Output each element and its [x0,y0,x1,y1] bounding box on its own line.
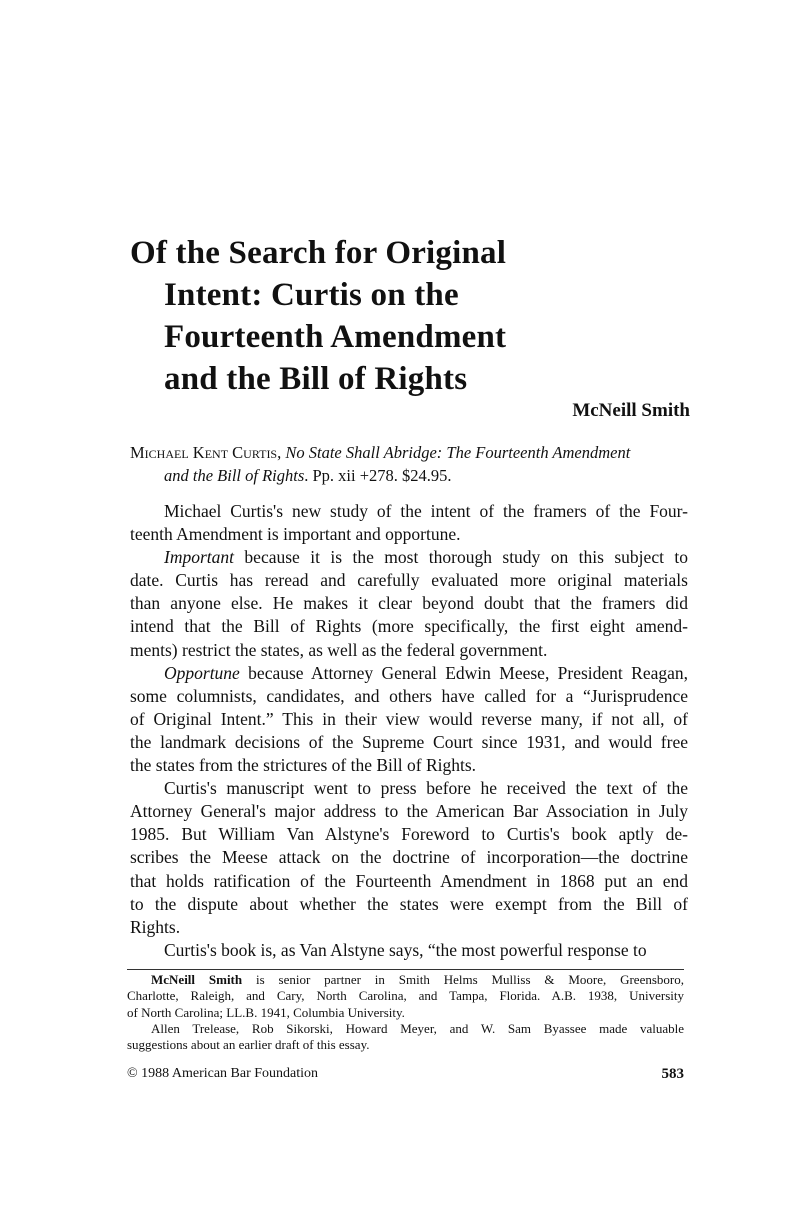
body-line: 1985. But William Van Alstyne's Foreword to Curtis's book aptly de- [130,824,688,845]
emphasis: Important [164,547,234,568]
footnote-author: McNeill Smith [151,972,243,987]
article-title [130,232,690,400]
body-line: ments) restrict the states, as well as the federal government. [130,639,548,660]
title-line: and the Bill of Rights [164,361,468,397]
emphasis: Opportune [164,662,240,683]
body-line: that holds ratification of the Fourteenth Amendment in 1868 put an end [130,870,688,891]
footnote-line: suggestions about an earlier draft of this essay. [127,1037,370,1053]
article-body [130,500,688,962]
book-title: No State Shall Abridge: The Fourteenth Amendment [285,443,631,462]
body-line: Curtis's manuscript went to press before he received the text of the [164,778,688,799]
body-line: to the dispute about whether the states were exempt from the Bill of [130,893,688,914]
body-line: Curtis's book is, as Van Alstyne says, “the most powerful response to [164,939,647,960]
body-line [130,662,688,685]
body-line: some columnists, candidates, and others have called for a “Jurisprudence [130,685,688,706]
body-line: than anyone else. He makes it clear beyond doubt that the framers did [130,593,688,614]
body-line: scribes the Meese attack on the doctrine of incorporation—the doctrine [130,847,688,868]
body-line: of Original Intent.” This in their view would reverse many, if not all, of [130,708,688,729]
body-text: because Attorney General Edwin Meese, President Reagan, [239,662,688,683]
body-line: the landmark decisions of the Supreme Court since 1931, and would free [130,731,688,752]
citation-line-1 [130,441,690,464]
footnote-line: Charlotte, Raleigh, and Cary, North Carolina, and Tampa, Florida. A.B. 1938, University [127,988,684,1004]
footnote-divider [127,969,684,970]
page-number: 583 [661,1066,684,1082]
book-details: . Pp. xii +278. $24.95. [304,466,452,485]
article-author: McNeill Smith [572,400,690,421]
body-text: because it is the most thorough study on this subject to [234,547,688,568]
body-line: Rights. [130,916,181,937]
title-line: Fourteenth Amendment [164,319,507,355]
title-line: Intent: Curtis on the [164,277,459,313]
footnote-line: Allen Trelease, Rob Sikorski, Howard Meyer, and W. Sam Byassee made valuable [151,1020,684,1036]
body-line [130,546,688,569]
body-line: Michael Curtis's new study of the intent of the framers of the Four- [164,501,688,521]
body-line: Attorney General's major address to the American Bar Association in July [130,801,688,822]
citation-separator: , [277,443,286,462]
footnote-line: of North Carolina; LL.B. 1941, Columbia University. [127,1004,405,1020]
body-line: date. Curtis has reread and carefully evaluated more original materials [130,570,688,591]
body-line: teenth Amendment is important and opportune. [130,524,461,545]
citation-line-2 [130,464,690,487]
book-author: Michael Kent Curtis [130,443,278,462]
copyright-notice: © 1988 American Bar Foundation [127,1066,319,1081]
footnote-line [127,972,684,988]
book-title-cont: and the Bill of Rights [164,466,305,485]
body-line: intend that the Bill of Rights (more specifically, the first eight amend- [130,616,688,637]
footnote-text: is senior partner in Smith Helms Mulliss & Moore, Greensboro, [242,972,684,987]
book-citation [130,441,690,487]
title-line: Of the Search for Original [130,235,507,271]
author-footnote [127,972,684,1053]
body-line: the states from the strictures of the Bill of Rights. [130,755,477,776]
